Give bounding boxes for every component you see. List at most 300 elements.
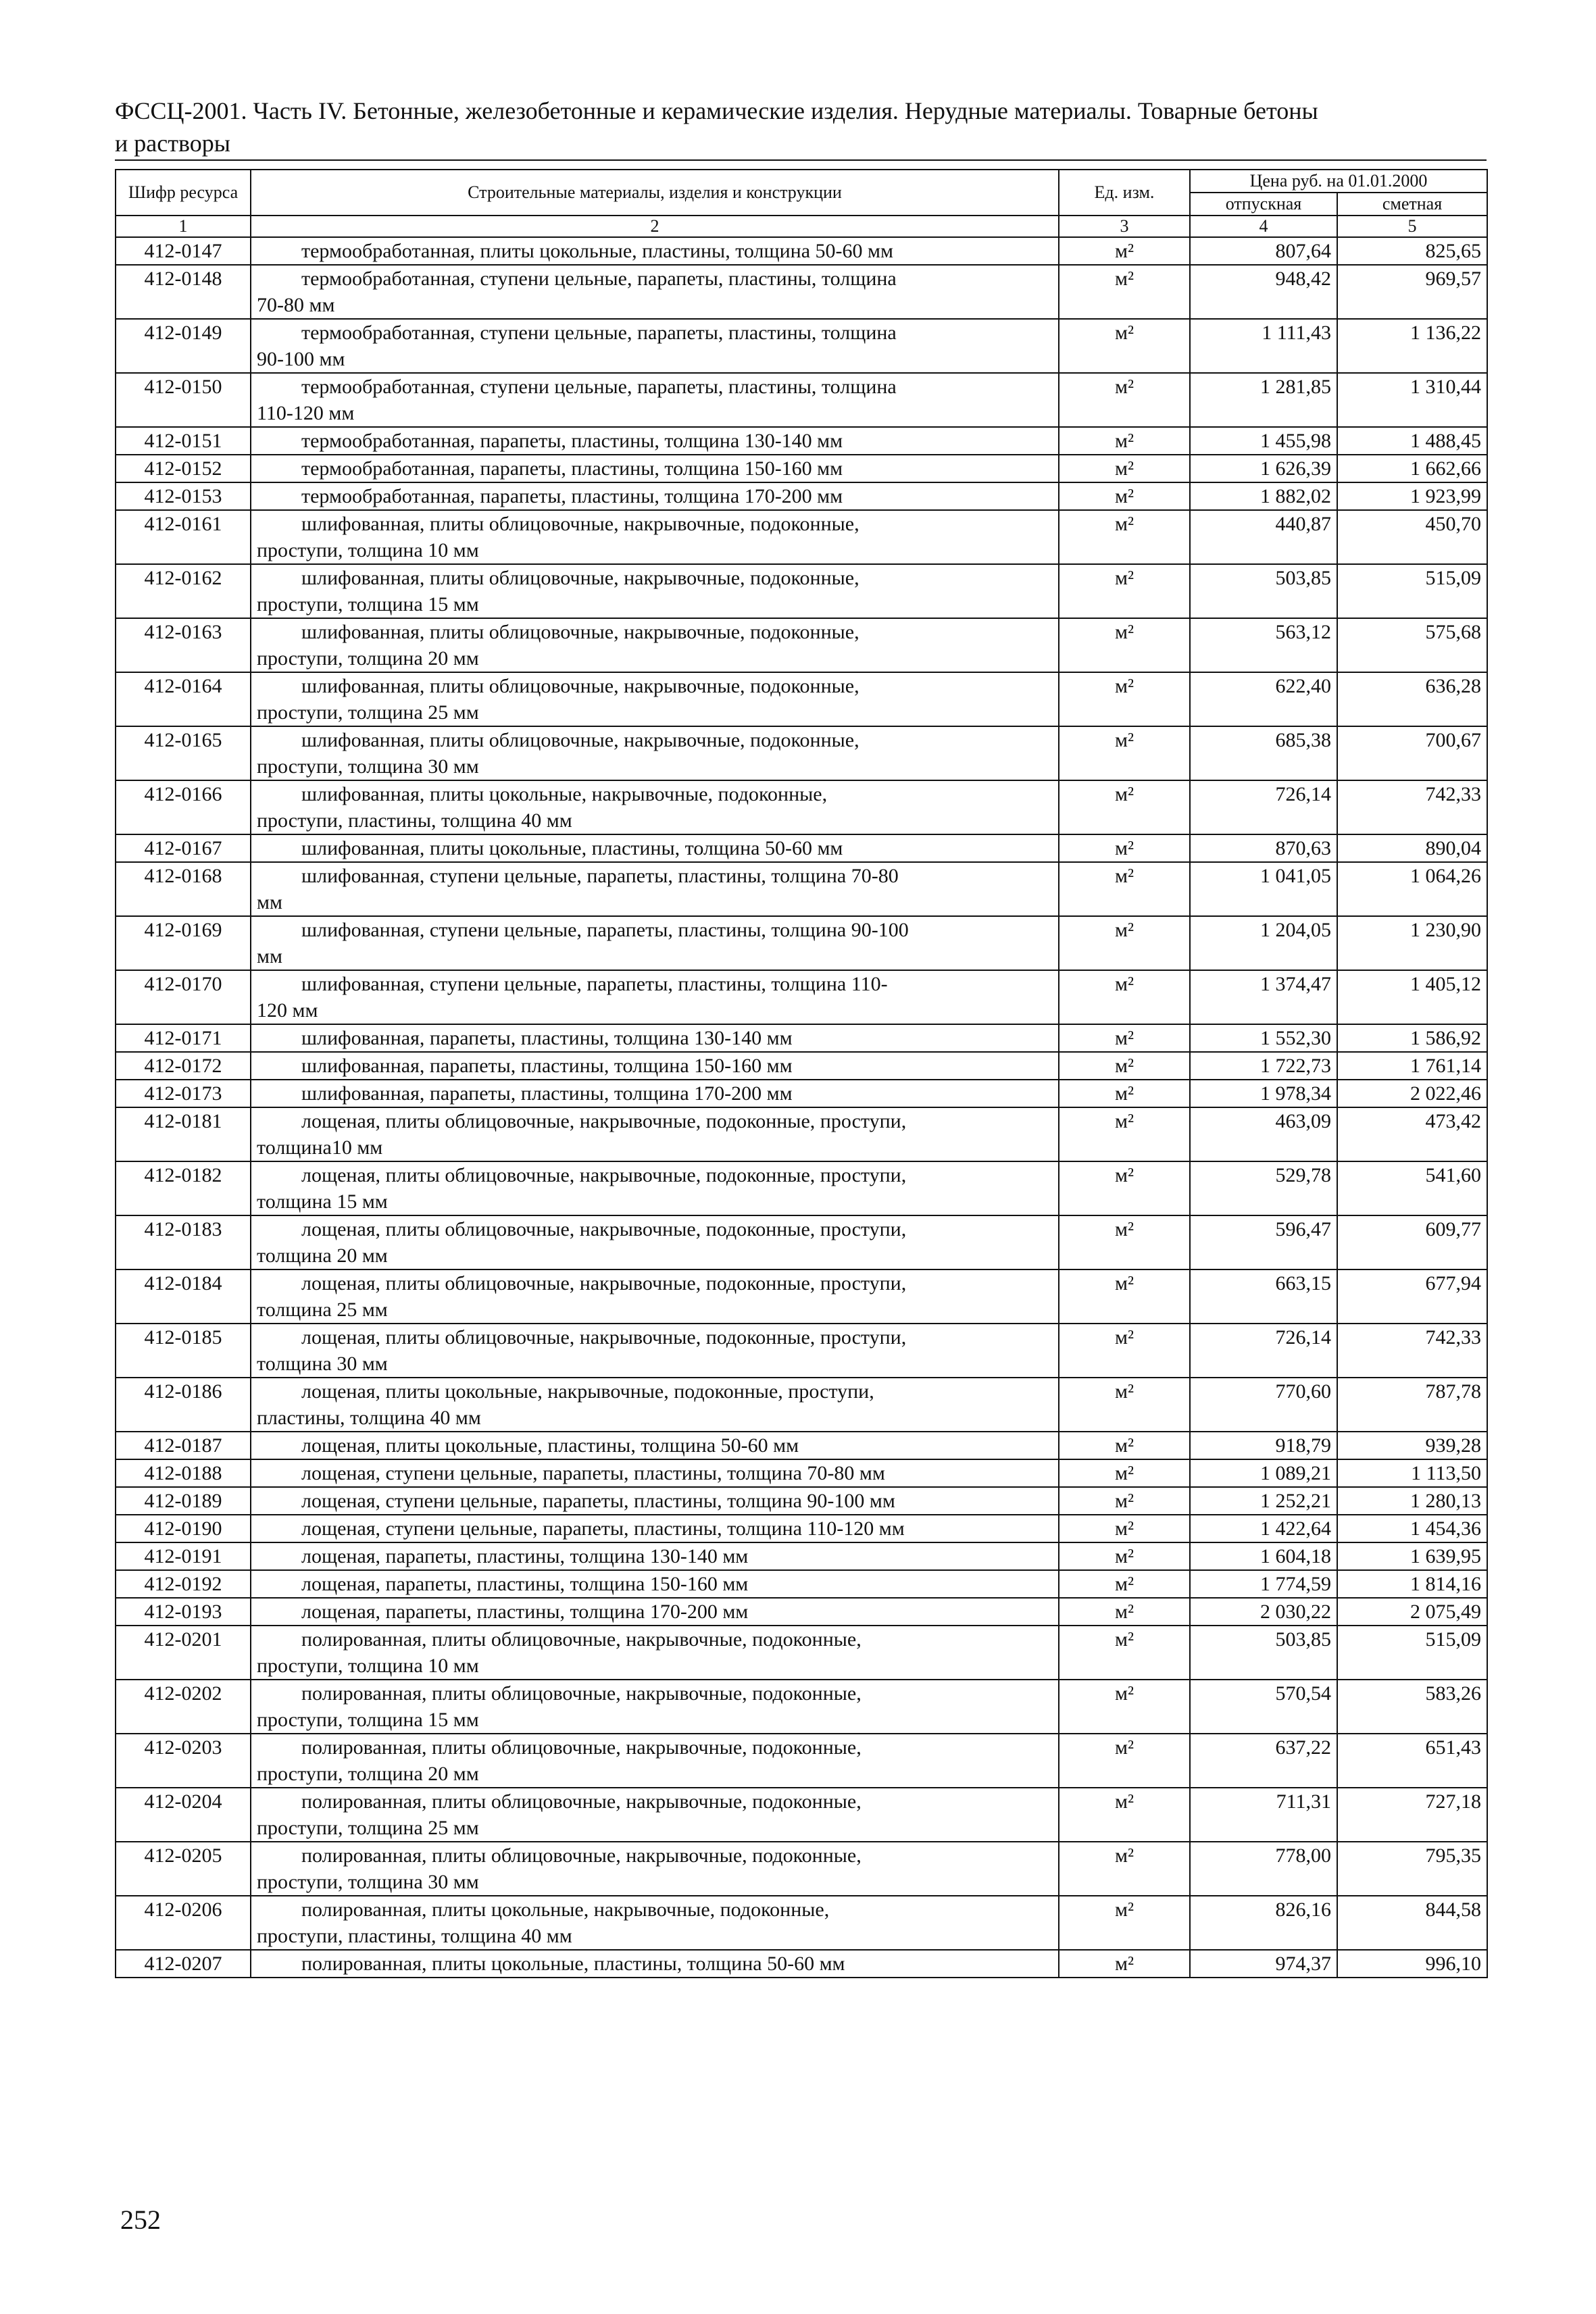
resource-code: 412-0193 [116,1598,251,1626]
unit: м² [1059,1680,1190,1734]
resource-code: 412-0203 [116,1734,251,1788]
unit: м² [1059,1896,1190,1950]
material-description [251,427,1059,455]
material-description [251,1842,1059,1896]
resource-code: 412-0161 [116,510,251,564]
material-description [251,1107,1059,1161]
unit: м² [1059,1626,1190,1680]
unit: м² [1059,1542,1190,1570]
description-line-1: шлифованная, плиты облицовочные, накрывочные, подоконные, [301,675,859,697]
description-line-1: лощеная, плиты облицовочные, накрывочные, подоконные, проступи, [301,1164,907,1186]
material-description [251,780,1059,834]
price-estimate: 609,77 [1337,1215,1487,1269]
material-description [251,726,1059,780]
unit: м² [1059,780,1190,834]
material-description [251,564,1059,618]
resource-code: 412-0189 [116,1487,251,1515]
material-description [251,1459,1059,1487]
page-header-line-1: ФССЦ-2001. Часть IV. Бетонные, железобетонные и керамические изделия. Нерудные материалы. Товарные бетоны [115,97,1318,124]
price-release: 1 089,21 [1190,1459,1337,1487]
material-description [251,1161,1059,1215]
resource-code: 412-0164 [116,672,251,726]
material-description [251,862,1059,916]
col-header-unit: Ед. изм. [1059,170,1190,216]
material-description [251,834,1059,862]
description-line-2: 90-100 мм [257,348,345,370]
price-release: 1 978,34 [1190,1080,1337,1107]
col-header-name: Строительные материалы, изделия и конструкции [251,170,1059,216]
price-estimate: 700,67 [1337,726,1487,780]
description-line-1: лощеная, парапеты, пластины, толщина 170-200 мм [301,1601,749,1623]
table-row [116,618,1487,672]
price-estimate: 1 761,14 [1337,1052,1487,1080]
resource-code: 412-0190 [116,1515,251,1542]
price-estimate: 1 488,45 [1337,427,1487,455]
price-estimate: 1 814,16 [1337,1570,1487,1598]
price-release: 1 455,98 [1190,427,1337,455]
table-row [116,916,1487,970]
unit: м² [1059,427,1190,455]
price-release: 1 374,47 [1190,970,1337,1024]
table-row [116,1459,1487,1487]
description-line-1: полированная, плиты облицовочные, накрывочные, подоконные, [301,1736,862,1759]
resource-code: 412-0188 [116,1459,251,1487]
description-line-1: шлифованная, ступени цельные, парапеты, пластины, толщина 110- [301,973,888,995]
resource-code: 412-0191 [116,1542,251,1570]
material-description [251,618,1059,672]
material-description [251,1024,1059,1052]
description-line-1: полированная, плиты облицовочные, накрывочные, подоконные, [301,1790,862,1813]
price-estimate: 1 405,12 [1337,970,1487,1024]
col-number: 5 [1337,216,1487,237]
page-header-line-2: и растворы [115,130,230,157]
col-number: 1 [116,216,251,237]
material-description [251,1378,1059,1432]
description-line-1: шлифованная, парапеты, пластины, толщина 130-140 мм [301,1027,793,1049]
price-estimate: 651,43 [1337,1734,1487,1788]
price-release: 770,60 [1190,1378,1337,1432]
price-estimate: 1 113,50 [1337,1459,1487,1487]
price-release: 1 252,21 [1190,1487,1337,1515]
price-release: 778,00 [1190,1842,1337,1896]
table-row [116,1215,1487,1269]
material-description [251,1950,1059,1978]
price-release: 1 111,43 [1190,319,1337,373]
price-estimate: 1 064,26 [1337,862,1487,916]
description-line-1: полированная, плиты облицовочные, накрывочные, подоконные, [301,1628,862,1651]
resource-code: 412-0182 [116,1161,251,1215]
description-line-1: полированная, плиты облицовочные, накрывочные, подоконные, [301,1844,862,1867]
unit: м² [1059,916,1190,970]
table-row [116,1950,1487,1978]
description-line-2: проступи, толщина 25 мм [257,701,479,724]
table-row [116,1269,1487,1324]
unit: м² [1059,1215,1190,1269]
description-line-1: термообработанная, ступени цельные, парапеты, пластины, толщина [301,322,897,344]
price-release: 503,85 [1190,1626,1337,1680]
price-release: 826,16 [1190,1896,1337,1950]
price-release: 596,47 [1190,1215,1337,1269]
material-description [251,455,1059,482]
price-estimate: 742,33 [1337,780,1487,834]
material-description [251,319,1059,373]
unit: м² [1059,1570,1190,1598]
price-estimate: 515,09 [1337,1626,1487,1680]
description-line-2: проступи, толщина 10 мм [257,1655,479,1677]
description-line-1: шлифованная, плиты цокольные, пластины, толщина 50-60 мм [301,837,843,859]
description-line-1: шлифованная, плиты облицовочные, накрывочные, подоконные, [301,513,859,535]
unit: м² [1059,1080,1190,1107]
unit: м² [1059,1378,1190,1432]
unit: м² [1059,1324,1190,1378]
price-release: 663,15 [1190,1269,1337,1324]
description-line-1: шлифованная, ступени цельные, парапеты, пластины, толщина 90-100 [301,919,909,941]
table-row [116,780,1487,834]
description-line-1: лощеная, парапеты, пластины, толщина 130-140 мм [301,1545,749,1567]
price-release: 726,14 [1190,780,1337,834]
material-description [251,1570,1059,1598]
price-estimate: 1 639,95 [1337,1542,1487,1570]
price-estimate: 727,18 [1337,1788,1487,1842]
table-row [116,319,1487,373]
price-release: 1 604,18 [1190,1542,1337,1570]
resource-code: 412-0205 [116,1842,251,1896]
price-estimate: 541,60 [1337,1161,1487,1215]
table-row [116,1107,1487,1161]
material-description [251,1515,1059,1542]
material-description [251,1052,1059,1080]
unit: м² [1059,1459,1190,1487]
table-row [116,1896,1487,1950]
description-line-1: термообработанная, парапеты, пластины, толщина 130-140 мм [301,430,843,452]
description-line-1: термообработанная, парапеты, пластины, толщина 150-160 мм [301,457,843,480]
description-line-1: термообработанная, ступени цельные, парапеты, пластины, толщина [301,268,897,290]
table-row [116,1515,1487,1542]
price-release: 637,22 [1190,1734,1337,1788]
description-line-2: проступи, толщина 15 мм [257,1709,479,1731]
unit: м² [1059,970,1190,1024]
table-row [116,1052,1487,1080]
price-release: 622,40 [1190,672,1337,726]
price-estimate: 1 586,92 [1337,1024,1487,1052]
material-description [251,1432,1059,1459]
description-line-2: проступи, толщина 10 мм [257,539,479,561]
table-row [116,455,1487,482]
resource-code: 412-0162 [116,564,251,618]
resource-code: 412-0207 [116,1950,251,1978]
unit: м² [1059,726,1190,780]
material-description [251,482,1059,510]
table-row [116,1024,1487,1052]
description-line-1: термообработанная, плиты цокольные, пластины, толщина 50-60 мм [301,240,893,262]
price-estimate: 515,09 [1337,564,1487,618]
description-line-2: 110-120 мм [257,402,355,424]
price-release: 440,87 [1190,510,1337,564]
resource-code: 412-0186 [116,1378,251,1432]
unit: м² [1059,1107,1190,1161]
description-line-1: шлифованная, ступени цельные, парапеты, пластины, толщина 70-80 [301,865,899,887]
price-estimate: 1 230,90 [1337,916,1487,970]
price-release: 685,38 [1190,726,1337,780]
table-row [116,1788,1487,1842]
material-description [251,1626,1059,1680]
price-release: 1 552,30 [1190,1024,1337,1052]
resource-code: 412-0204 [116,1788,251,1842]
material-description [251,672,1059,726]
table-row [116,373,1487,427]
description-line-1: лощеная, плиты облицовочные, накрывочные, подоконные, проступи, [301,1110,907,1132]
unit: м² [1059,265,1190,319]
unit: м² [1059,455,1190,482]
price-release: 1 774,59 [1190,1570,1337,1598]
price-estimate: 996,10 [1337,1950,1487,1978]
description-line-2: проступи, толщина 25 мм [257,1817,479,1839]
description-line-2: толщина 20 мм [257,1244,388,1267]
material-description [251,1324,1059,1378]
table-row [116,1542,1487,1570]
resource-code: 412-0163 [116,618,251,672]
price-estimate: 1 923,99 [1337,482,1487,510]
material-description [251,510,1059,564]
resource-code: 412-0172 [116,1052,251,1080]
price-release: 529,78 [1190,1161,1337,1215]
description-line-2: пластины, толщина 40 мм [257,1407,481,1429]
description-line-2: 70-80 мм [257,294,335,316]
resource-code: 412-0151 [116,427,251,455]
description-line-1: лощеная, плиты цокольные, накрывочные, подоконные, проступи, [301,1380,874,1403]
description-line-1: полированная, плиты цокольные, пластины, толщина 50-60 мм [301,1953,845,1975]
resource-code: 412-0206 [116,1896,251,1950]
material-description [251,1734,1059,1788]
description-line-2: проступи, пластины, толщина 40 мм [257,809,572,832]
unit: м² [1059,319,1190,373]
description-line-1: термообработанная, парапеты, пластины, толщина 170-200 мм [301,485,843,507]
unit: м² [1059,1598,1190,1626]
price-release: 726,14 [1190,1324,1337,1378]
price-estimate: 2 022,46 [1337,1080,1487,1107]
table-row [116,482,1487,510]
resource-code: 412-0150 [116,373,251,427]
description-line-2: толщина 15 мм [257,1190,388,1213]
resource-code: 412-0149 [116,319,251,373]
price-release: 570,54 [1190,1680,1337,1734]
col-number: 3 [1059,216,1190,237]
col-number: 2 [251,216,1059,237]
material-description [251,1542,1059,1570]
description-line-1: лощеная, парапеты, пластины, толщина 150-160 мм [301,1573,749,1595]
table-row [116,564,1487,618]
resource-code: 412-0183 [116,1215,251,1269]
resource-code: 412-0153 [116,482,251,510]
table-head-row [116,170,1487,193]
resource-code: 412-0148 [116,265,251,319]
material-description [251,1896,1059,1950]
unit: м² [1059,618,1190,672]
table-row [116,1378,1487,1432]
unit: м² [1059,862,1190,916]
resource-code: 412-0201 [116,1626,251,1680]
description-line-1: лощеная, плиты облицовочные, накрывочные, подоконные, проступи, [301,1272,907,1294]
price-estimate: 742,33 [1337,1324,1487,1378]
resource-code: 412-0170 [116,970,251,1024]
unit: м² [1059,510,1190,564]
price-estimate: 825,65 [1337,237,1487,265]
unit: м² [1059,834,1190,862]
description-line-2: мм [257,945,282,967]
table-row [116,834,1487,862]
price-release: 1 722,73 [1190,1052,1337,1080]
unit: м² [1059,1432,1190,1459]
resource-code: 412-0168 [116,862,251,916]
description-line-2: толщина10 мм [257,1136,383,1159]
material-description [251,1680,1059,1734]
material-description [251,970,1059,1024]
page-header [115,95,1487,159]
table-row [116,1680,1487,1734]
price-estimate: 844,58 [1337,1896,1487,1950]
price-release: 503,85 [1190,564,1337,618]
table-row [116,1432,1487,1459]
table-row [116,1734,1487,1788]
description-line-2: проступи, толщина 30 мм [257,1871,479,1893]
price-release: 2 030,22 [1190,1598,1337,1626]
price-table [115,169,1488,1978]
description-line-2: мм [257,891,282,913]
description-line-1: лощеная, плиты облицовочные, накрывочные, подоконные, проступи, [301,1218,907,1240]
description-line-1: термообработанная, ступени цельные, парапеты, пластины, толщина [301,376,897,398]
col-header-price-release: отпускная [1190,193,1337,216]
resource-code: 412-0181 [116,1107,251,1161]
description-line-1: лощеная, плиты облицовочные, накрывочные, подоконные, проступи, [301,1326,907,1349]
price-release: 1 626,39 [1190,455,1337,482]
table-row [116,1598,1487,1626]
unit: м² [1059,1950,1190,1978]
table-row [116,726,1487,780]
unit: м² [1059,1734,1190,1788]
col-number: 4 [1190,216,1337,237]
table-row [116,1487,1487,1515]
price-estimate: 636,28 [1337,672,1487,726]
resource-code: 412-0167 [116,834,251,862]
unit: м² [1059,482,1190,510]
price-release: 711,31 [1190,1788,1337,1842]
unit: м² [1059,1788,1190,1842]
table-row [116,970,1487,1024]
table-row [116,1324,1487,1378]
price-release: 1 204,05 [1190,916,1337,970]
material-description [251,237,1059,265]
description-line-1: шлифованная, парапеты, пластины, толщина 170-200 мм [301,1082,793,1105]
resource-code: 412-0192 [116,1570,251,1598]
table-row [116,1570,1487,1598]
description-line-1: лощеная, ступени цельные, парапеты, пластины, толщина 70-80 мм [301,1462,885,1484]
table-row [116,862,1487,916]
header-rule [115,159,1487,161]
resource-code: 412-0173 [116,1080,251,1107]
price-estimate: 1 662,66 [1337,455,1487,482]
price-estimate: 1 454,36 [1337,1515,1487,1542]
table-row [116,1842,1487,1896]
description-line-2: проступи, пластины, толщина 40 мм [257,1925,572,1947]
description-line-2: толщина 30 мм [257,1353,388,1375]
price-estimate: 787,78 [1337,1378,1487,1432]
unit: м² [1059,1842,1190,1896]
unit: м² [1059,237,1190,265]
material-description [251,916,1059,970]
unit: м² [1059,1269,1190,1324]
table-row [116,672,1487,726]
resource-code: 412-0202 [116,1680,251,1734]
resource-code: 412-0165 [116,726,251,780]
price-release: 918,79 [1190,1432,1337,1459]
resource-code: 412-0171 [116,1024,251,1052]
description-line-2: проступи, толщина 20 мм [257,1763,479,1785]
price-estimate: 1 280,13 [1337,1487,1487,1515]
resource-code: 412-0147 [116,237,251,265]
description-line-1: шлифованная, плиты облицовочные, накрывочные, подоконные, [301,729,859,751]
resource-code: 412-0185 [116,1324,251,1378]
description-line-1: полированная, плиты облицовочные, накрывочные, подоконные, [301,1682,862,1705]
resource-code: 412-0166 [116,780,251,834]
table-row [116,427,1487,455]
resource-code: 412-0152 [116,455,251,482]
description-line-2: проступи, толщина 20 мм [257,647,479,670]
table-row [116,1161,1487,1215]
resource-code: 412-0169 [116,916,251,970]
material-description [251,373,1059,427]
table-body [116,237,1487,1978]
price-release: 1 281,85 [1190,373,1337,427]
col-number-row [116,216,1487,237]
table-row [116,1080,1487,1107]
unit: м² [1059,672,1190,726]
price-estimate: 583,26 [1337,1680,1487,1734]
price-release: 1 041,05 [1190,862,1337,916]
unit: м² [1059,1024,1190,1052]
unit: м² [1059,1052,1190,1080]
price-estimate: 890,04 [1337,834,1487,862]
price-release: 563,12 [1190,618,1337,672]
price-estimate: 450,70 [1337,510,1487,564]
price-release: 948,42 [1190,265,1337,319]
col-header-price-estimate: сметная [1337,193,1487,216]
material-description [251,1080,1059,1107]
description-line-1: лощеная, плиты цокольные, пластины, толщина 50-60 мм [301,1434,799,1457]
price-estimate: 939,28 [1337,1432,1487,1459]
col-header-price-group: Цена руб. на 01.01.2000 [1190,170,1487,193]
material-description [251,1788,1059,1842]
unit: м² [1059,1515,1190,1542]
material-description [251,1269,1059,1324]
price-estimate: 677,94 [1337,1269,1487,1324]
description-line-2: проступи, толщина 30 мм [257,755,479,778]
price-estimate: 969,57 [1337,265,1487,319]
description-line-2: проступи, толщина 15 мм [257,593,479,615]
price-release: 1 422,64 [1190,1515,1337,1542]
table-row [116,265,1487,319]
description-line-1: лощеная, ступени цельные, парапеты, пластины, толщина 90-100 мм [301,1490,895,1512]
unit: м² [1059,1487,1190,1515]
description-line-1: шлифованная, плиты облицовочные, накрывочные, подоконные, [301,567,859,589]
col-header-code: Шифр ресурса [116,170,251,216]
material-description [251,1598,1059,1626]
price-estimate: 1 136,22 [1337,319,1487,373]
description-line-2: толщина 25 мм [257,1299,388,1321]
page-number: 252 [120,2205,161,2235]
unit: м² [1059,1161,1190,1215]
description-line-1: шлифованная, плиты облицовочные, накрывочные, подоконные, [301,621,859,643]
unit: м² [1059,564,1190,618]
